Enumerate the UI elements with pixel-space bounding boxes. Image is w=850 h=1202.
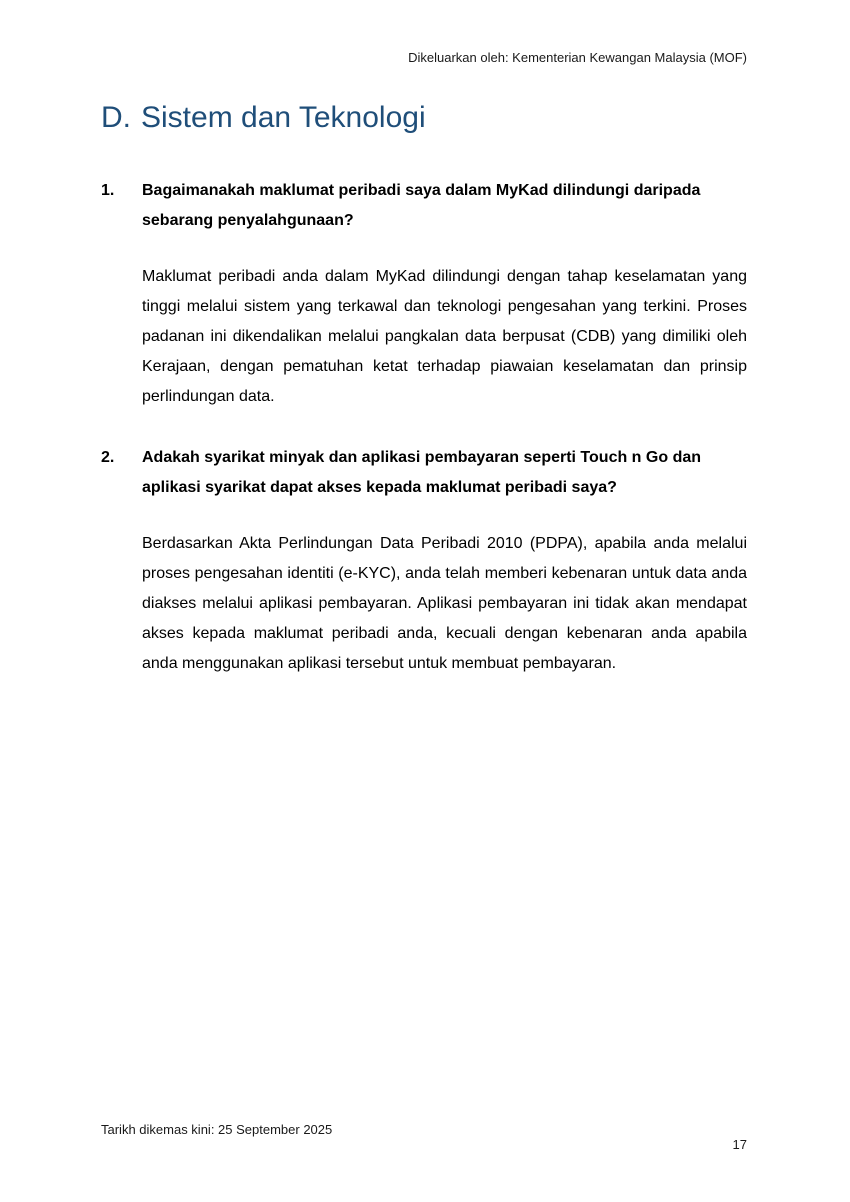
section-letter: D. <box>101 101 131 134</box>
faq-answer-2: Berdasarkan Akta Perlindungan Data Peribadi 2010 (PDPA), apabila anda melalui proses pengesahan identiti (e-KYC), anda telah memberi kebenaran untuk data anda diakses melalui aplikasi pembayaran. Aplikasi pembayaran ini tidak akan mendapat akses kepada maklumat peribadi anda, kecuali dengan kebenaran anda apabila anda menggunakan aplikasi tersebut untuk membuat pembayaran. <box>142 535 747 672</box>
faq-item-2 <box>101 443 747 679</box>
section-title-text: Sistem dan Teknologi <box>141 101 426 134</box>
faq-item-1 <box>101 176 747 412</box>
issuer-note: Dikeluarkan oleh: Kementerian Kewangan Malaysia (MOF) <box>408 50 747 65</box>
faq-question-text-2: Adakah syarikat minyak dan aplikasi pembayaran seperti Touch n Go dan aplikasi syarikat dapat akses kepada maklumat peribadi saya? <box>142 449 702 496</box>
updated-date: Tarikh dikemas kini: 25 September 2025 <box>101 1122 333 1137</box>
faq-question-1 <box>101 176 747 236</box>
faq-number-2: 2. <box>101 449 115 466</box>
page-number: 17 <box>732 1137 747 1152</box>
faq-question-2 <box>101 443 747 503</box>
faq-number-1: 1. <box>101 182 115 199</box>
faq-question-text-1: Bagaimanakah maklumat peribadi saya dalam MyKad dilindungi daripada sebarang penyalahgunaan? <box>142 182 701 229</box>
section-title <box>101 101 426 135</box>
faq-answer-1: Maklumat peribadi anda dalam MyKad dilindungi dengan tahap keselamatan yang tinggi melalui sistem yang terkawal dan teknologi pengesahan yang terkini. Proses padanan ini dikendalikan melalui pangkalan data berpusat (CDB) yang dimiliki oleh Kerajaan, dengan pematuhan ketat terhadap piawaian keselamatan dan prinsip perlindungan data. <box>142 268 747 405</box>
